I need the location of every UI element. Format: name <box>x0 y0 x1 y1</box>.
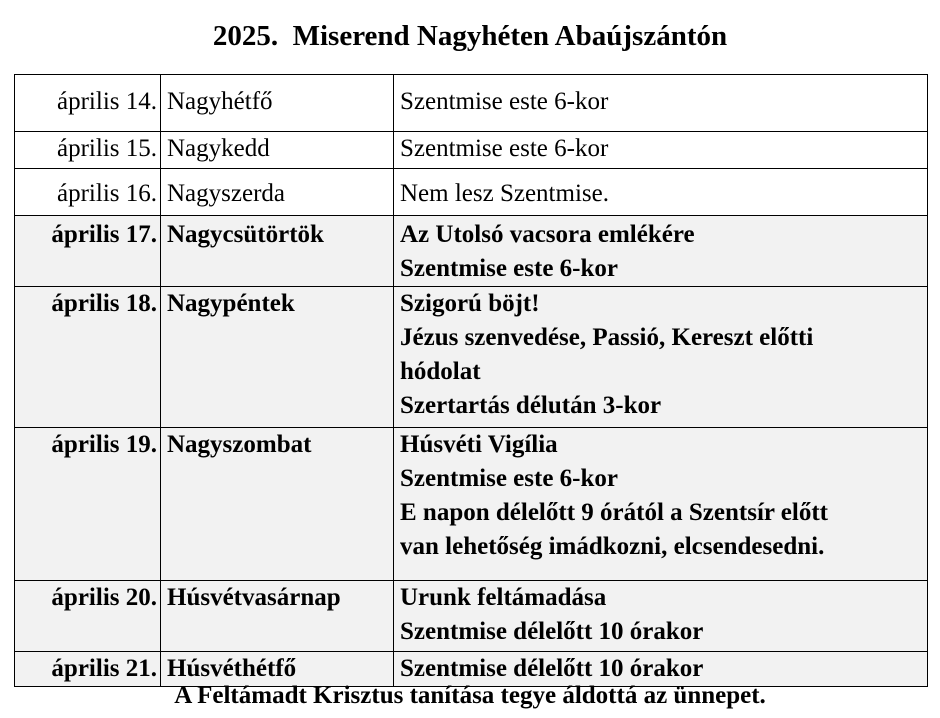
description-line: Jézus szenvedése, Passió, Kereszt előtti <box>400 324 814 351</box>
description-cell <box>394 169 928 216</box>
day-name-cell: Húsvéthétfő <box>161 652 394 687</box>
mass-schedule-table <box>14 74 928 687</box>
description-line: Szentmise este 6-kor <box>400 135 609 162</box>
day-name-cell: Nagyhétfő <box>161 75 394 132</box>
day-name-cell: Nagyszombat <box>161 428 394 581</box>
description-line: van lehetőség imádkozni, elcsendesedni. <box>400 533 825 560</box>
description-line: Szigorú böjt! <box>400 290 540 317</box>
page-title: 2025. Miserend Nagyhéten Abaújszántón <box>212 20 728 52</box>
description-line: hódolat <box>400 358 481 385</box>
description-line: Szentmise délelőtt 10 órakor <box>400 618 704 645</box>
table-row <box>15 287 928 428</box>
day-name-cell: Nagycsütörtök <box>161 216 394 287</box>
date-cell: április 15. <box>15 132 161 169</box>
day-name-cell: Húsvétvasárnap <box>161 581 394 652</box>
day-name-cell: Nagyszerda <box>161 169 394 216</box>
day-name-cell: Nagypéntek <box>161 287 394 428</box>
description-cell <box>394 581 928 652</box>
description-line: Szentmise este 6-kor <box>400 465 618 492</box>
table-row <box>15 132 928 169</box>
description-line: Szertartás délután 3-kor <box>400 392 662 419</box>
description-line: Nem lesz Szentmise. <box>400 180 609 207</box>
table-row <box>15 169 928 216</box>
day-name-cell: Nagykedd <box>161 132 394 169</box>
date-cell: április 16. <box>15 169 161 216</box>
date-cell: április 14. <box>15 75 161 132</box>
description-line: E napon délelőtt 9 órától a Szentsír előtt <box>400 499 828 526</box>
table-row <box>15 216 928 287</box>
description-line: Szentmise délelőtt 10 órakor <box>400 655 704 682</box>
description-line: Urunk feltámadása <box>400 584 607 611</box>
description-cell <box>394 287 928 428</box>
date-cell: április 18. <box>15 287 161 428</box>
table-row <box>15 428 928 581</box>
table-row <box>15 581 928 652</box>
description-cell <box>394 428 928 581</box>
date-cell: április 19. <box>15 428 161 581</box>
description-line: Szentmise este 6-kor <box>400 88 609 115</box>
table-row <box>15 75 928 132</box>
description-line: Az Utolsó vacsora emlékére <box>400 221 695 248</box>
description-cell <box>394 75 928 132</box>
date-cell: április 17. <box>15 216 161 287</box>
description-line: Szentmise este 6-kor <box>400 255 618 282</box>
date-cell: április 21. <box>15 652 161 687</box>
footer-blessing: A Feltámadt Krisztus tanítása tegye áldottá az ünnepet. <box>174 682 766 709</box>
description-cell <box>394 132 928 169</box>
description-cell <box>394 216 928 287</box>
description-line: Húsvéti Vigília <box>400 431 558 458</box>
date-cell: április 20. <box>15 581 161 652</box>
